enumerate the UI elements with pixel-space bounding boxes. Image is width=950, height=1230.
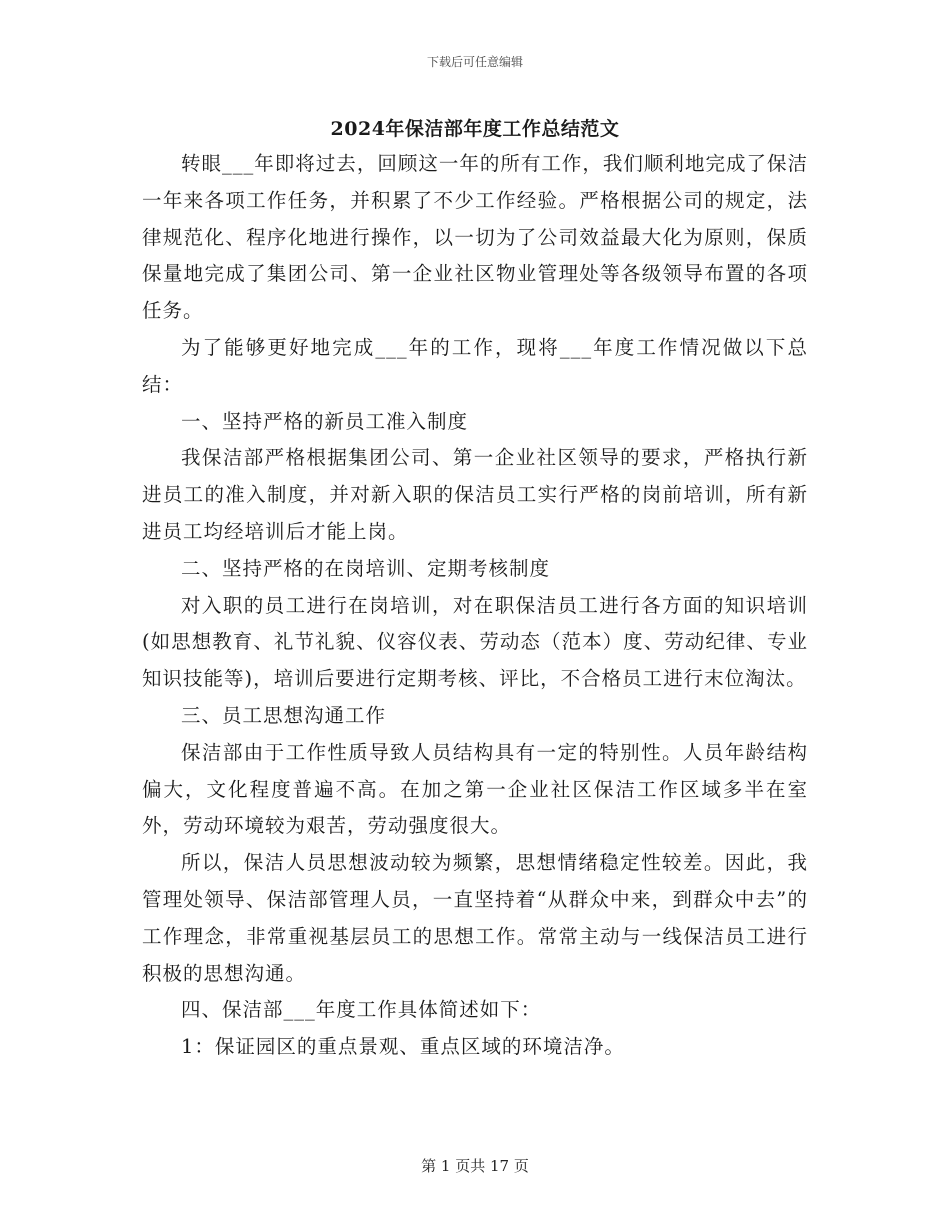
section-heading-2: 二、坚持严格的在岗培训、定期考核制度 [181,556,551,580]
section-heading-4: 四、保洁部___年度工作具体简述如下： [181,998,542,1022]
paragraph-section-3a: 保洁部由于工作性质导致人员结构具有一定的特别性。人员年龄结构偏大，文化程度普遍不高。在加之第一企业社区保洁工作区域多半在室外，劳动环境较为艰苦，劳动强度很大。 [142,740,808,838]
page-number: 第 1 页共 17 页 [421,1157,529,1175]
paragraph-section-1: 我保洁部严格根据集团公司、第一企业社区领导的要求，严格执行新进员工的准入制度，并对新入职的保洁员工实行严格的岗前培训，所有新进员工均经培训后才能上岗。 [142,446,808,543]
paragraph-summary-lead: 为了能够更好地完成___年的工作，现将___年度工作情况做以下总结： [142,335,808,396]
document-body [142,146,808,1066]
section-heading-3: 三、员工思想沟通工作 [181,703,387,727]
page-header-note: 下载后可任意编辑 [426,55,523,69]
section-heading-1: 一、坚持严格的新员工准入制度 [181,409,469,433]
list-item-1: 1：保证园区的重点景观、重点区域的环境洁净。 [181,1035,625,1059]
paragraph-section-2: 对入职的员工进行在岗培训，对在职保洁员工进行各方面的知识培训(如思想教育、礼节礼貌、仪容仪表、劳动态（范本）度、劳动纪律、专业知识技能等)，培训后要进行定期考核、评比，不合格员工进行末位淘汰。 [142,593,808,691]
paragraph-section-3b: 所以，保洁人员思想波动较为频繁，思想情绪稳定性较差。因此，我管理处领导、保洁部管理人员，一直坚持着“从群众中来，到群众中去”的工作理念，非常重视基层员工的思想工作。常常主动与一线保洁员工进行积极的思想沟通。 [142,851,808,985]
paragraph-intro: 转眼___年即将过去，回顾这一年的所有工作，我们顺利地完成了保洁一年来各项工作任务，并积累了不少工作经验。严格根据公司的规定，法律规范化、程序化地进行操作，以一切为了公司效益最大化为原则，保质保量地完成了集团公司、第一企业社区物业管理处等各级领导布置的各项任务。 [142,152,808,323]
document-title: 2024年保洁部年度工作总结范文 [330,118,620,140]
